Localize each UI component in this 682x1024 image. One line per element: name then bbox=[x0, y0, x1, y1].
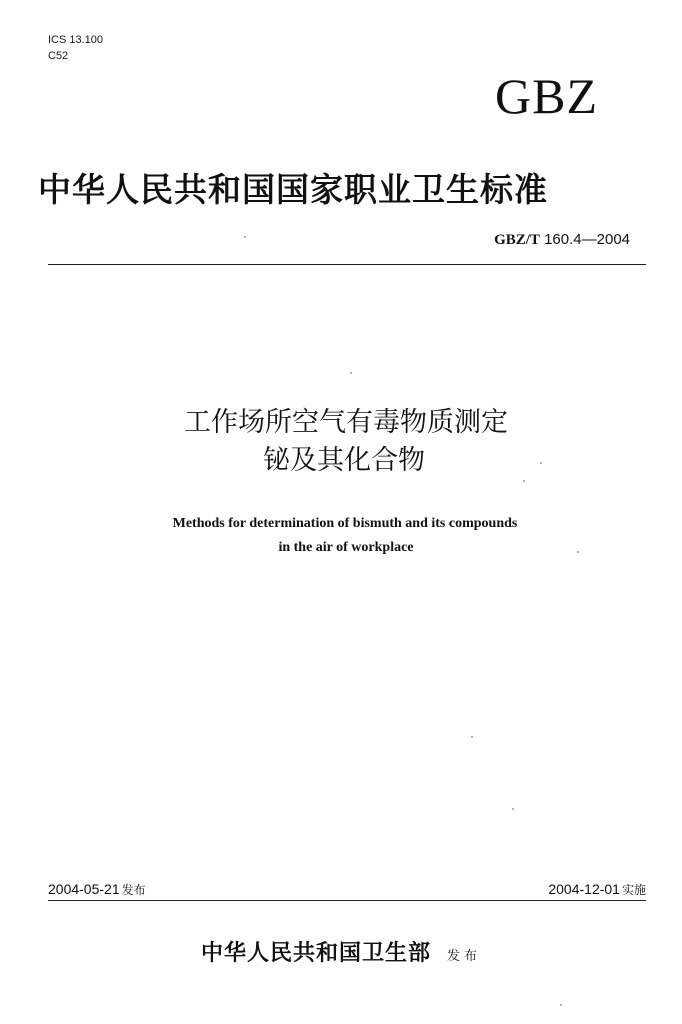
scan-speck bbox=[244, 236, 246, 238]
standard-category-title: 中华人民共和国国家职业卫生标准 bbox=[38, 170, 548, 209]
classification-code: C52 bbox=[48, 50, 69, 62]
standard-number-prefix: GBZ/T bbox=[494, 232, 540, 248]
issue-date-label: 发布 bbox=[121, 883, 146, 897]
english-title-line-1: Methods for determination of bismuth and its compounds bbox=[172, 516, 518, 531]
scan-speck bbox=[540, 462, 542, 464]
english-title bbox=[0, 512, 682, 560]
top-divider bbox=[48, 264, 646, 265]
implementation-date bbox=[548, 881, 646, 898]
issuer-label: 发布 bbox=[447, 949, 482, 964]
ics-code: ICS 13.100 bbox=[48, 34, 104, 46]
chinese-title-line-1: 工作场所空气有毒物质测定 bbox=[184, 407, 508, 438]
standard-number bbox=[494, 231, 630, 249]
scan-speck bbox=[577, 551, 579, 553]
scan-speck bbox=[523, 480, 525, 482]
chinese-title bbox=[0, 404, 682, 480]
issue-date bbox=[48, 881, 146, 898]
implementation-date-value: 2004-12-01 bbox=[548, 881, 620, 897]
classification-codes bbox=[48, 32, 103, 64]
standard-mark: GBZ bbox=[495, 68, 598, 124]
standard-number-value: 160.4—2004 bbox=[544, 231, 630, 248]
scan-speck bbox=[560, 1004, 562, 1006]
issue-date-value: 2004-05-21 bbox=[48, 881, 120, 897]
scan-speck bbox=[471, 736, 473, 738]
scan-speck bbox=[512, 808, 514, 810]
scan-speck bbox=[350, 372, 352, 374]
english-title-line-2: in the air of workplace bbox=[278, 540, 414, 555]
bottom-divider bbox=[48, 900, 646, 901]
issuing-authority bbox=[0, 938, 682, 972]
implementation-date-label: 实施 bbox=[621, 883, 646, 897]
issuer-organization: 中华人民共和国卫生部 bbox=[200, 940, 431, 966]
chinese-title-line-2: 铋及其化合物 bbox=[263, 445, 425, 476]
